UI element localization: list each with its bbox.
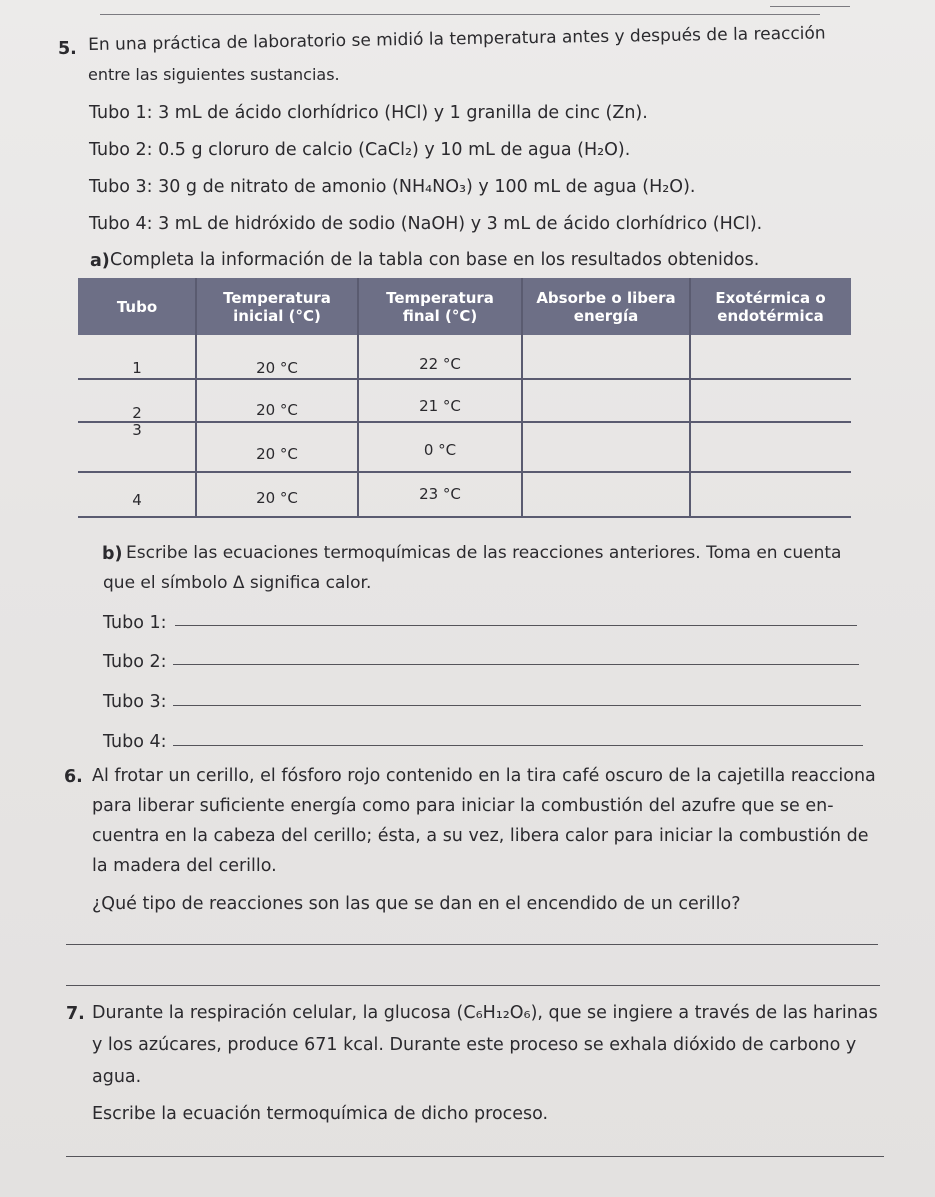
row2-tubo: 2 (132, 404, 142, 422)
row-divider-4 (78, 516, 851, 518)
row2-final: 21 °C (419, 397, 461, 415)
row1-final: 22 °C (419, 355, 461, 373)
q6-number: 6. (64, 767, 83, 787)
row3-inicial: 20 °C (256, 445, 298, 463)
q6-line4: la madera del cerillo. (92, 856, 277, 876)
row2-inicial: 20 °C (256, 401, 298, 419)
top-rule-right (770, 6, 850, 7)
row4-inicial: 20 °C (256, 489, 298, 507)
q6-question: ¿Qué tipo de reacciones son las que se dan en el encendido de un cerillo? (92, 894, 741, 914)
q6-answer-line-2[interactable] (66, 985, 880, 986)
q6-answer-line-1[interactable] (66, 944, 878, 945)
q7-instruction: Escribe la ecuación termoquímica de dicho proceso. (92, 1104, 549, 1124)
q7-number: 7. (66, 1004, 85, 1024)
row-divider-1 (78, 378, 851, 380)
tube-3-description: Tubo 3: 30 g de nitrato de amonio (NH₄NO₃) y 100 mL de agua (H₂O). (89, 177, 696, 197)
q7-line1: Durante la respiración celular, la glucosa (C₆H₁₂O₆), que se ingiere a través de las harinas (92, 1003, 878, 1023)
q7-answer-line[interactable] (66, 1156, 884, 1157)
answer-label-tubo-3: Tubo 3: (103, 692, 167, 712)
q5-intro-line2: entre las siguientes sustancias. (88, 65, 340, 84)
q6-line2: para liberar suficiente energía como para iniciar la combustión del azufre que se en- (92, 796, 834, 816)
row3-final: 0 °C (423, 441, 457, 459)
header-temp-final: Temperatura final (°C) (386, 288, 494, 325)
tube-2-description: Tubo 2: 0.5 g cloruro de calcio (CaCl₂) y 10 mL de agua (H₂O). (89, 140, 631, 160)
row1-tipo[interactable] (690, 348, 851, 376)
row-divider-3 (78, 471, 851, 473)
part-b-line2: que el símbolo Δ significa calor. (103, 573, 372, 593)
part-a-label: a) (90, 251, 110, 271)
answer-line-tubo-3[interactable] (173, 705, 861, 706)
row3-tipo[interactable] (690, 433, 851, 461)
header-temp-inicial: Temperatura inicial (°C) (223, 288, 331, 325)
top-rule (100, 14, 820, 15)
header-tubo: Tubo (116, 297, 158, 316)
q7-line2: y los azúcares, produce 671 kcal. Durante este proceso se exhala dióxido de carbono y (92, 1035, 857, 1055)
row2-energia[interactable] (522, 388, 690, 416)
q5-number: 5. (58, 39, 77, 59)
row3-tubo: 3 (132, 421, 142, 439)
col-divider-1 (195, 278, 197, 518)
q6-line3: cuentra en la cabeza del cerillo; ésta, a su vez, libera calor para iniciar la combustión de (92, 826, 869, 846)
tube-1-description: Tubo 1: 3 mL de ácido clorhídrico (HCl) y 1 granilla de cinc (Zn). (89, 103, 648, 123)
row1-tubo: 1 (132, 359, 142, 377)
row2-tipo[interactable] (690, 388, 851, 416)
q6-line1: Al frotar un cerillo, el fósforo rojo contenido en la tira café oscuro de la cajetilla reacciona (92, 766, 876, 786)
row4-tubo: 4 (132, 491, 142, 509)
answer-label-tubo-4: Tubo 4: (103, 732, 167, 752)
answer-label-tubo-1: Tubo 1: (103, 613, 167, 633)
header-energia: Absorbe o libera energía (536, 288, 676, 325)
header-tipo: Exotérmica o endotérmica (715, 288, 826, 325)
row4-tipo[interactable] (690, 478, 851, 506)
row1-inicial: 20 °C (256, 359, 298, 377)
tube-4-description: Tubo 4: 3 mL de hidróxido de sodio (NaOH) y 3 mL de ácido clorhídrico (HCl). (89, 214, 763, 234)
row4-energia[interactable] (522, 478, 690, 506)
answer-line-tubo-4[interactable] (173, 745, 863, 746)
part-a-instruction: Completa la información de la tabla con base en los resultados obtenidos. (110, 250, 760, 270)
part-b-label: b) (102, 544, 123, 564)
row3-energia[interactable] (522, 433, 690, 461)
answer-label-tubo-2: Tubo 2: (103, 652, 167, 672)
q7-line3: agua. (92, 1067, 142, 1087)
q5-intro-line1: En una práctica de laboratorio se midió la temperatura antes y después de la reacción (88, 23, 826, 55)
answer-line-tubo-2[interactable] (173, 664, 859, 665)
row4-final: 23 °C (419, 485, 461, 503)
answer-line-tubo-1[interactable] (175, 625, 857, 626)
row1-energia[interactable] (522, 348, 690, 376)
part-b-line1: Escribe las ecuaciones termoquímicas de las reacciones anteriores. Toma en cuenta (126, 543, 842, 563)
results-table (78, 278, 851, 518)
